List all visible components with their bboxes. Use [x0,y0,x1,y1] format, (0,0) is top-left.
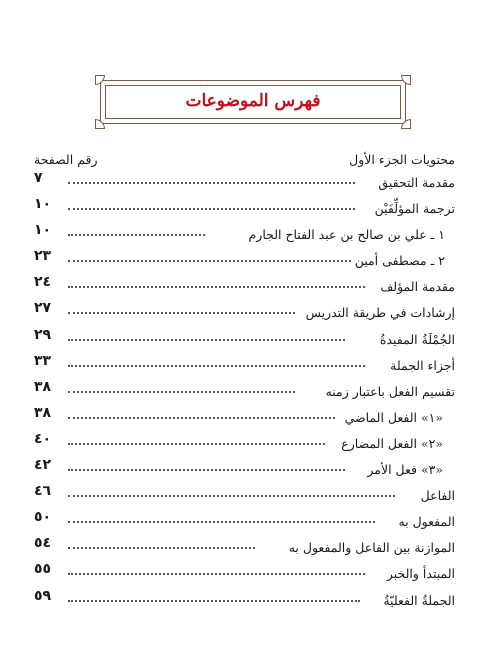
toc-entry[interactable] [34,559,455,585]
toc-entry[interactable] [34,586,455,612]
toc-entry-page: ٣٣ [34,353,60,369]
toc-entry-label: ترجمة المؤلِّفَيْن [371,201,455,216]
toc-entry[interactable] [34,455,455,481]
toc-entry[interactable] [34,429,455,455]
dot-leader [68,494,395,497]
dot-leader [68,572,365,575]
toc-entry[interactable] [34,325,455,351]
page-title: فهرس الموضوعات [185,91,321,111]
toc-entry[interactable] [34,377,455,403]
toc-entry-label: «١» الفعل الماضي [341,410,443,425]
frame-corner-ornament [95,75,105,85]
toc-entry[interactable] [34,194,455,220]
toc-entry-label: «٣» فعل الأمر [363,462,443,477]
dot-leader [68,233,205,236]
table-of-contents [34,168,455,612]
toc-entry-page: ٤٢ [34,457,60,473]
toc-entry-page: ١٠ [34,196,60,212]
toc-entry-page: ٥٩ [34,588,60,604]
toc-entry-label: مقدمة التحقيق [374,175,455,190]
toc-entry-label: الفاعل [417,488,455,503]
dot-leader [68,181,355,184]
toc-entry-page: ٧ [34,170,60,186]
toc-entry-page: ٢٩ [34,327,60,343]
toc-entry[interactable] [34,246,455,272]
dot-leader [68,311,295,314]
toc-entry[interactable] [34,168,455,194]
toc-entry-label: تقسيم الفعل باعتبار زمنه [322,384,455,399]
toc-entry-label: ١ ـ علي بن صالح بن عبد الفتاح الجارم [245,227,445,242]
toc-entry-label: مقدمة المؤلف [376,279,455,294]
toc-entry-label: الموازنة بين الفاعل والمفعول به [285,540,455,555]
page-number-header: رقم الصفحة [34,152,98,167]
toc-entry-label: ٢ ـ مصطفى أمين [351,253,445,268]
dot-leader [68,338,345,341]
toc-entry-label: الجُمْلَةُ المفيدةُ [376,332,455,347]
dot-leader [68,207,355,210]
dot-leader [68,468,345,471]
title-frame [100,80,406,124]
toc-entry[interactable] [34,533,455,559]
toc-entry-label: الجملةُ الفعليّةُ [379,593,455,608]
contents-header: محتويات الجزء الأول [349,152,455,167]
toc-entry-label: المبتدأ والخبر [383,566,455,581]
toc-entry-page: ٥٠ [34,509,60,525]
frame-corner-ornament [95,119,105,129]
dot-leader [68,364,365,367]
frame-corner-ornament [401,75,411,85]
dot-leader [68,416,335,419]
toc-entry-page: ٣٨ [34,379,60,395]
frame-corner-ornament [401,119,411,129]
toc-entry-page: ٥٥ [34,561,60,577]
toc-entry-label: «٢» الفعل المضارع [337,436,443,451]
toc-entry[interactable] [34,481,455,507]
toc-entry-label: أجزاء الجملة [386,358,455,373]
toc-entry[interactable] [34,351,455,377]
dot-leader [68,599,360,602]
toc-entry[interactable] [34,220,455,246]
dot-leader [68,442,325,445]
toc-entry-page: ٢٧ [34,300,60,316]
dot-leader [68,285,365,288]
dot-leader [68,390,295,393]
dot-leader [68,520,375,523]
toc-entry-page: ٤٠ [34,431,60,447]
toc-entry-label: المفعول به [394,514,455,529]
toc-entry[interactable] [34,403,455,429]
toc-entry-label: إرشادات في طريقة التدريس [302,305,455,320]
toc-entry[interactable] [34,272,455,298]
toc-entry-page: ١٠ [34,222,60,238]
toc-entry[interactable] [34,298,455,324]
dot-leader [68,546,255,549]
toc-entry-page: ٥٤ [34,535,60,551]
toc-entry-page: ٢٣ [34,248,60,264]
toc-entry-page: ٢٤ [34,274,60,290]
dot-leader [68,259,355,262]
toc-entry[interactable] [34,507,455,533]
toc-entry-page: ٣٨ [34,405,60,421]
toc-entry-page: ٤٦ [34,483,60,499]
